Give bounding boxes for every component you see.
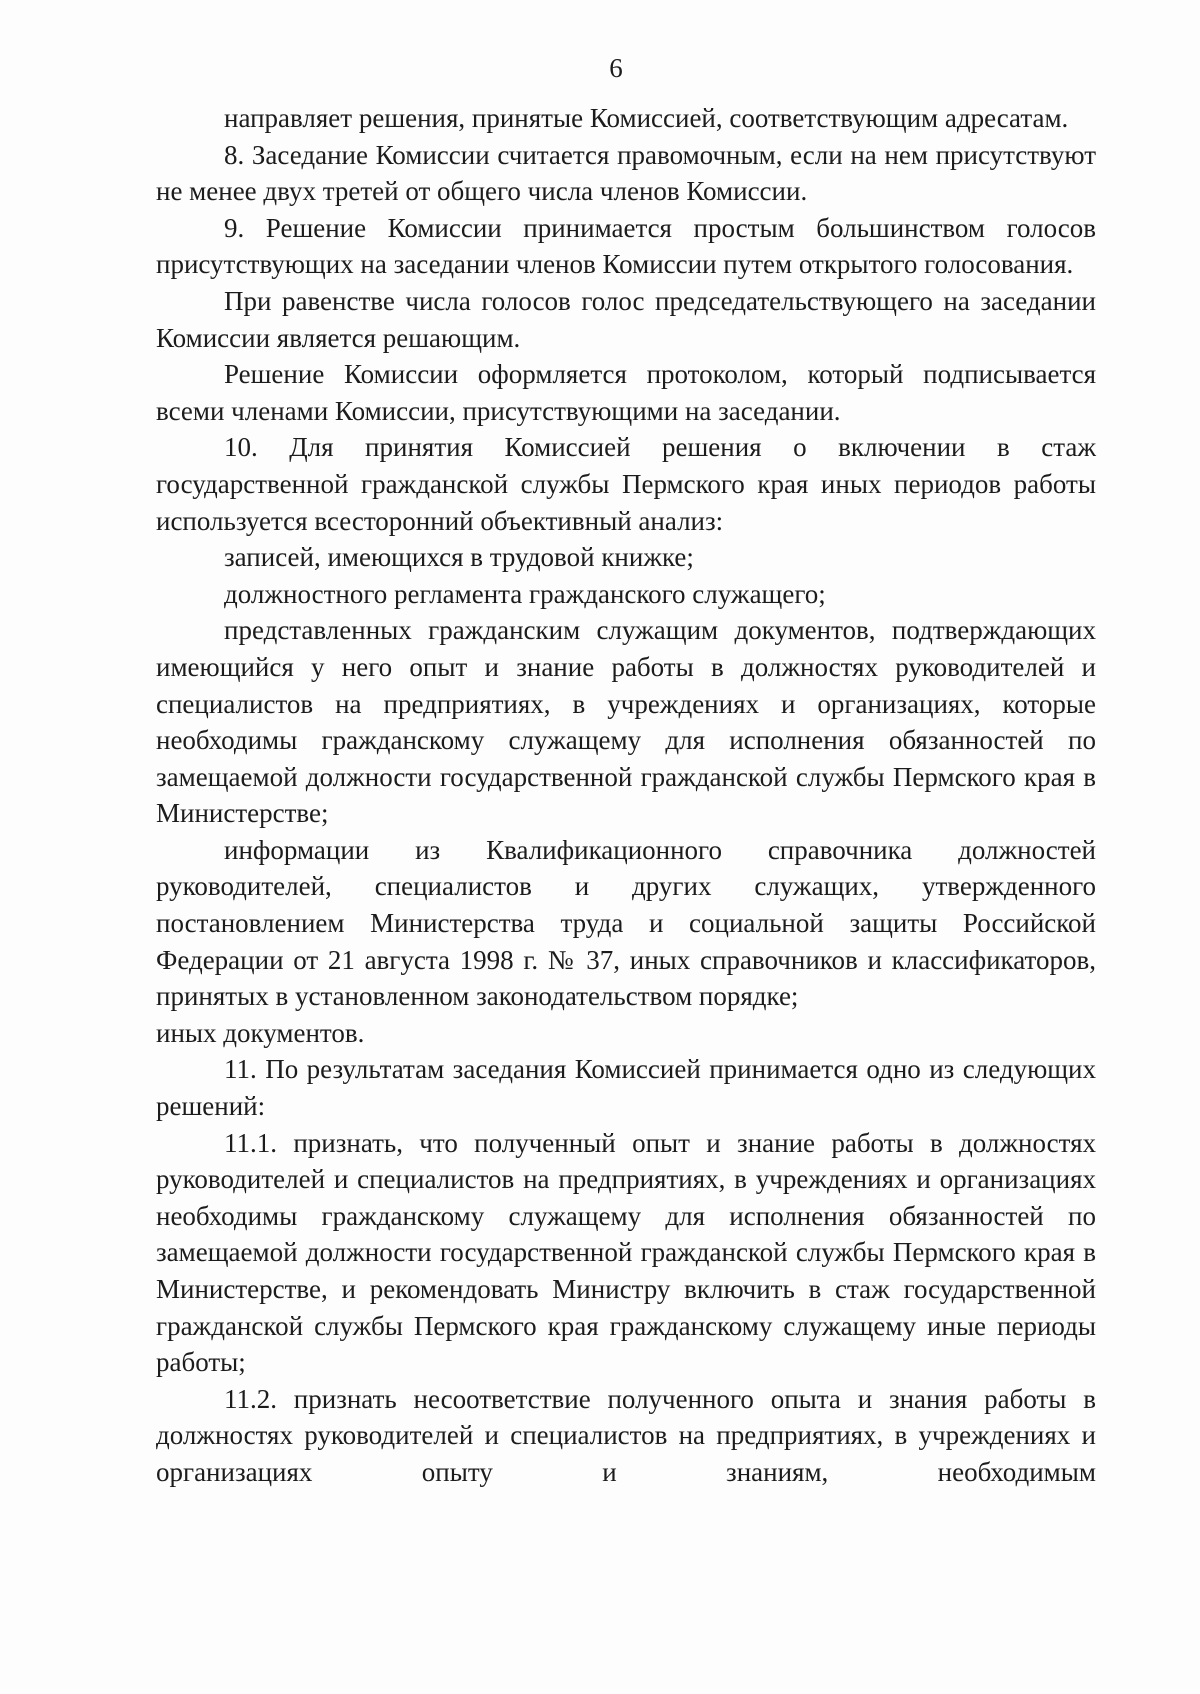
paragraph-qualification-reference: информации из Квалификационного справочника должностей руководителей, специалистов и других служащих, утвержденного постановлением Министерства труда и социальной защиты Российской Федерации от 21 августа 1998 г. № 37, иных справочников и классификаторов, принятых в установленном законодательством порядке; bbox=[156, 834, 1096, 1012]
paragraph-continuation: направляет решения, принятые Комиссией, соответствующим адресатам. bbox=[224, 103, 1069, 133]
paragraph-item-10: 10. Для принятия Комиссией решения о включении в стаж государственной гражданской службы Пермского края иных периодов работы используется всесторонний объективный анализ: bbox=[156, 432, 1096, 536]
paragraph-other-documents: иных документов. bbox=[156, 1017, 365, 1048]
document-body bbox=[156, 100, 1096, 1491]
paragraph-item-11-2: 11.2. признать несоответствие полученного опыта и знания работы в должностях руководителей и специалистов на предприятиях, в учреждениях и организациях опыту и знаниям, необходимым bbox=[156, 1383, 1096, 1487]
paragraph-equal-votes: При равенстве числа голосов голос председательствующего на заседании Комиссии является решающим. bbox=[156, 285, 1096, 353]
paragraph-workbook-records: записей, имеющихся в трудовой книжке; bbox=[224, 542, 694, 573]
paragraph-item-11-1: 11.1. признать, что полученный опыт и знание работы в должностях руководителей и специалистов на предприятиях, в учреждениях и организациях необходимы гражданскому служащему для исполнения обязанностей по замещаемой должности государственной гражданской службы Пермского края в Министерстве, и рекомендовать Министру включить в стаж государственной гражданской службы Пермского края гражданскому служащему иные периоды работы; bbox=[156, 1127, 1096, 1378]
page-number: 6 bbox=[609, 53, 623, 83]
paragraph-item-11: 11. По результатам заседания Комиссией принимается одно из следующих решений: bbox=[156, 1054, 1096, 1122]
paragraph-job-regulation: должностного регламента гражданского служащего; bbox=[224, 578, 826, 609]
paragraph-protocol: Решение Комиссии оформляется протоколом, который подписывается всеми членами Комиссии, присутствующими на заседании. bbox=[156, 359, 1096, 426]
paragraph-item-9: 9. Решение Комиссии принимается простым большинством голосов присутствующих на заседании членов Комиссии путем открытого голосования. bbox=[156, 212, 1096, 280]
paragraph-item-8: 8. Заседание Комиссии считается правомочным, если на нем присутствуют не менее двух третей от общего числа членов Комиссии. bbox=[156, 139, 1096, 207]
paragraph-submitted-documents: представленных гражданским служащим документов, подтверждающих имеющийся у него опыт и знание работы в должностях руководителей и специалистов на предприятиях, в учреждениях и организациях, которые необходимы гражданскому служащему для исполнения обязанностей по замещаемой должности государственной гражданской службы Пермского края в Министерстве; bbox=[156, 615, 1096, 829]
